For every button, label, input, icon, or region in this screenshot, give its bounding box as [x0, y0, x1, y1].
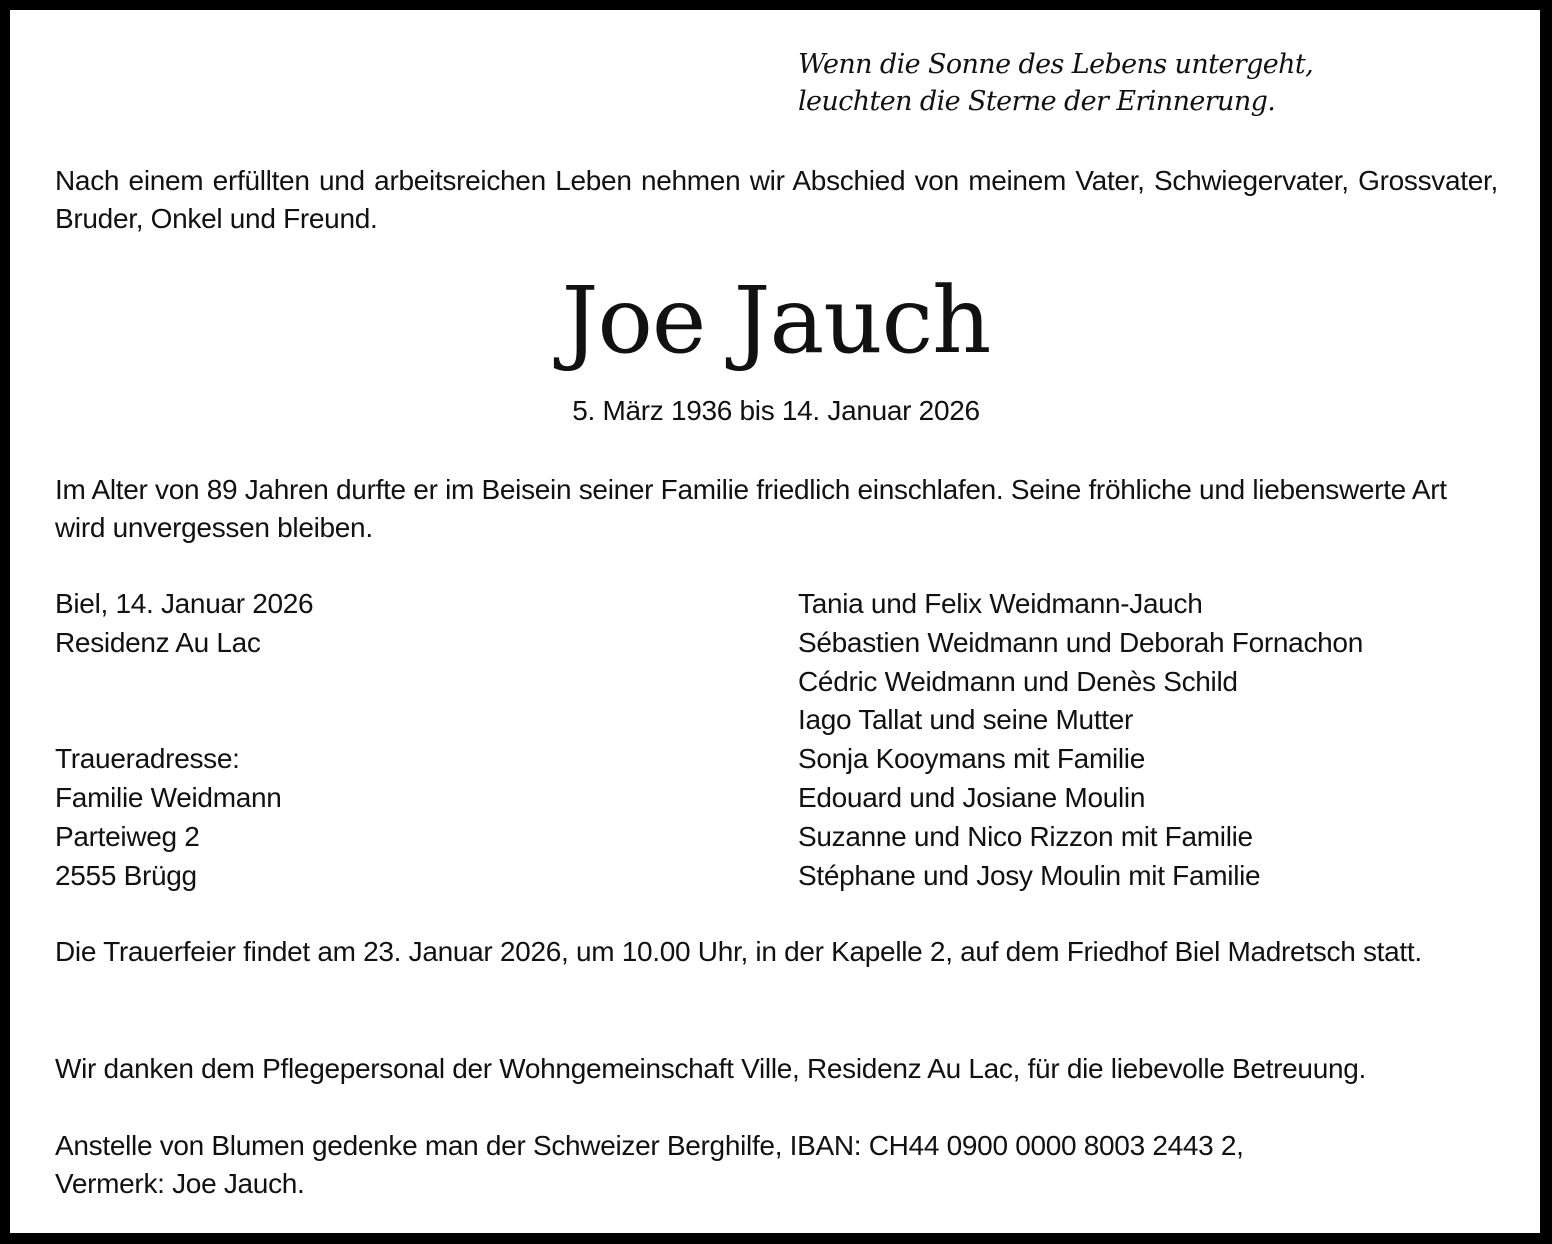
mourner-item: Cédric Weidmann und Denès Schild: [798, 665, 1238, 697]
donation-line-1: Anstelle von Blumen gedenke man der Schweizer Berghilfe, IBAN: CH44 0900 0000 8003 2443 2,: [55, 1130, 1244, 1161]
motto-quote: [798, 46, 1313, 120]
tribute-paragraph: Im Alter von 89 Jahren durfte er im Beisein seiner Familie friedlich einschlafen. Seine fröhliche und liebenswerte Art wird unvergessen bleiben.: [55, 474, 1447, 543]
thanks-paragraph: Wir danken dem Pflegepersonal der Wohngemeinschaft Ville, Residenz Au Lac, für die liebevolle Betreuung.: [55, 1053, 1366, 1084]
address-line-3: 2555 Brügg: [55, 859, 197, 891]
donation-line-2: Vermerk: Joe Jauch.: [55, 1168, 305, 1199]
mourner-item: Tania und Felix Weidmann-Jauch: [798, 588, 1203, 619]
motto-line-2: leuchten die Sterne der Erinnerung.: [798, 86, 1276, 117]
address-line-1: Familie Weidmann: [55, 781, 282, 813]
motto-line-1: Wenn die Sonne des Lebens untergeht,: [798, 49, 1314, 80]
address-label: Traueradresse:: [55, 743, 240, 775]
mourners-list: [798, 585, 1363, 895]
deceased-name: Joe Jauch: [561, 267, 991, 374]
mourner-item: Iago Tallat und seine Mutter: [798, 704, 1134, 736]
mourner-item: Sonja Kooymans mit Familie: [798, 743, 1145, 775]
intro-paragraph: Nach einem erfüllten und arbeitsreichen Leben nehmen wir Abschied von meinem Vater, Schwiegervater, Grossvater, Bruder, Onkel und Freund.: [55, 165, 1498, 234]
place-residence: Residenz Au Lac: [55, 626, 261, 658]
ceremony-paragraph: Die Trauerfeier findet am 23. Januar 2026, um 10.00 Uhr, in der Kapelle 2, auf dem Friedhof Biel Madretsch statt.: [55, 936, 1422, 967]
donation-paragraph: [55, 1127, 1244, 1203]
mourner-item: Stéphane und Josy Moulin mit Familie: [798, 859, 1261, 891]
mourner-item: Sébastien Weidmann und Deborah Fornachon: [798, 626, 1363, 658]
spacer: [55, 663, 313, 702]
address-line-2: Parteiweg 2: [55, 820, 200, 852]
place-and-address-column: [55, 585, 313, 895]
mourner-item: Suzanne und Nico Rizzon mit Familie: [798, 820, 1253, 852]
life-dates: 5. März 1936 bis 14. Januar 2026: [572, 395, 980, 426]
place-date: Biel, 14. Januar 2026: [55, 588, 314, 619]
spacer: [55, 701, 313, 740]
mourner-item: Edouard und Josiane Moulin: [798, 781, 1146, 813]
